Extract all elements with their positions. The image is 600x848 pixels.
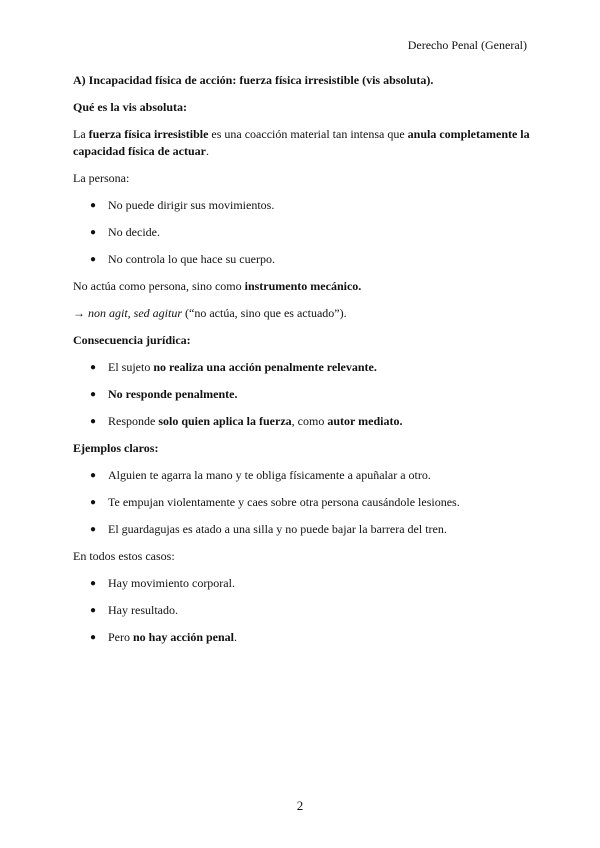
list-item bbox=[73, 521, 533, 538]
person-intro: La persona: bbox=[73, 171, 130, 185]
bullet-icon: ● bbox=[90, 578, 97, 589]
bold-run: no realiza una acción penalmente relevante. bbox=[153, 360, 377, 374]
text-run: . bbox=[234, 630, 238, 644]
list-item bbox=[73, 386, 533, 403]
definition-paragraph bbox=[73, 126, 533, 160]
bold-run: anula completamente la capacidad física de actuar bbox=[73, 127, 530, 158]
text-run: El sujeto bbox=[108, 360, 154, 374]
consequence-list bbox=[73, 359, 533, 430]
text-run: Responde bbox=[108, 414, 159, 428]
list-item bbox=[73, 224, 533, 241]
bullet-icon: ● bbox=[90, 362, 97, 373]
examples-heading: Ejemplos claros: bbox=[73, 441, 159, 455]
bold-run: instrumento mecánico. bbox=[244, 279, 362, 293]
text-run: . bbox=[206, 144, 209, 158]
bold-run: fuerza física irresistible bbox=[88, 127, 209, 141]
page-header: Derecho Penal (General) bbox=[407, 38, 527, 52]
list-item-text: No controla lo que hace su cuerpo. bbox=[108, 252, 275, 266]
text-run: (“no actúa, sino que es actuado”). bbox=[182, 306, 347, 320]
bold-run: autor mediato. bbox=[327, 414, 403, 428]
latin-paragraph bbox=[73, 305, 533, 322]
list-item bbox=[73, 602, 533, 619]
examples-list bbox=[73, 467, 533, 538]
list-item bbox=[73, 251, 533, 268]
person-list bbox=[73, 197, 533, 268]
bullet-icon: ● bbox=[90, 470, 97, 481]
bullet-icon: ● bbox=[90, 497, 97, 508]
bold-run: No responde penalmente. bbox=[108, 387, 238, 401]
italic-run: non agit, sed agitur bbox=[88, 306, 183, 320]
bold-run: solo quien aplica la fuerza bbox=[158, 414, 292, 428]
text-run: , como bbox=[291, 414, 328, 428]
bullet-icon: ● bbox=[90, 227, 97, 238]
text-run: Pero bbox=[108, 630, 133, 644]
bullet-icon: ● bbox=[90, 605, 97, 616]
bullet-icon: ● bbox=[90, 254, 97, 265]
bold-run: no hay acción penal bbox=[133, 630, 235, 644]
arrow-icon: → bbox=[73, 306, 88, 320]
bullet-icon: ● bbox=[90, 632, 97, 643]
consequence-heading: Consecuencia jurídica: bbox=[73, 333, 191, 347]
bullet-icon: ● bbox=[90, 389, 97, 400]
list-item-text: Alguien te agarra la mano y te obliga físicamente a apuñalar a otro. bbox=[108, 468, 431, 482]
page-content bbox=[73, 72, 533, 656]
list-item-text: No decide. bbox=[108, 225, 160, 239]
list-item bbox=[73, 494, 533, 511]
definition-heading: Qué es la vis absoluta: bbox=[73, 100, 188, 114]
list-item-text: Te empujan violentamente y caes sobre otra persona causándole lesiones. bbox=[108, 495, 460, 509]
page-number: 2 bbox=[296, 798, 304, 813]
instrument-paragraph bbox=[73, 278, 533, 295]
list-item-text: No puede dirigir sus movimientos. bbox=[108, 198, 275, 212]
list-item-text: Hay resultado. bbox=[108, 603, 178, 617]
bullet-icon: ● bbox=[90, 416, 97, 427]
list-item-text: Hay movimiento corporal. bbox=[108, 576, 235, 590]
list-item bbox=[73, 413, 533, 430]
bullet-icon: ● bbox=[90, 524, 97, 535]
text-run: No actúa como persona, sino como bbox=[73, 279, 245, 293]
cases-intro: En todos estos casos: bbox=[73, 549, 175, 563]
section-heading: A) Incapacidad física de acción: fuerza física irresistible (vis absoluta). bbox=[73, 73, 434, 87]
list-item bbox=[73, 467, 533, 484]
list-item bbox=[73, 575, 533, 592]
text-run: es una coacción material tan intensa que bbox=[208, 127, 408, 141]
text-run: La bbox=[73, 127, 89, 141]
bullet-icon: ● bbox=[90, 200, 97, 211]
list-item bbox=[73, 197, 533, 214]
list-item bbox=[73, 359, 533, 376]
cases-list bbox=[73, 575, 533, 646]
list-item-text: El guardagujas es atado a una silla y no puede bajar la barrera del tren. bbox=[108, 522, 447, 536]
list-item bbox=[73, 629, 533, 646]
